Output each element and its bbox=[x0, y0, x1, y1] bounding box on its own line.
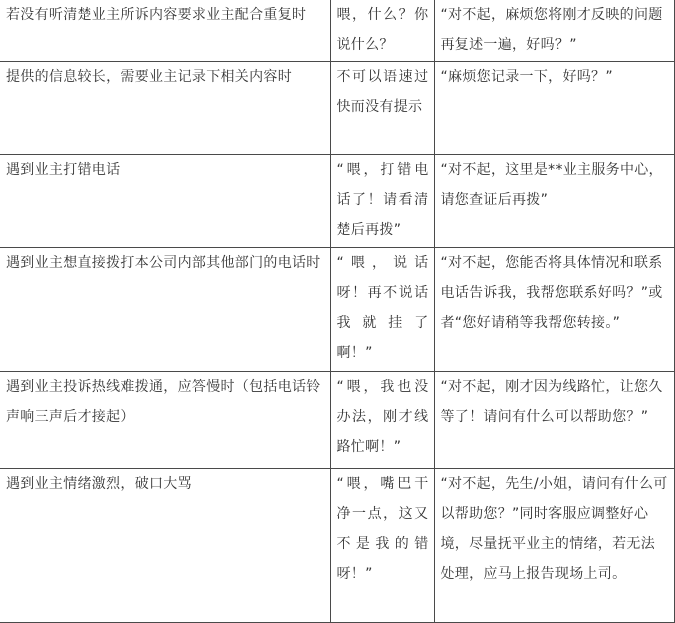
situation-cell: 遇到业主想直接拨打本公司内部其他部门的电话时 bbox=[0, 247, 330, 371]
table-row bbox=[0, 61, 674, 154]
situation-cell: 遇到业主打错电话 bbox=[0, 154, 330, 247]
improper-reply-cell: “喂，说话呀！再不说话我就挂了啊！” bbox=[330, 247, 434, 371]
table-row bbox=[0, 247, 674, 371]
situation-cell: 遇到业主情绪激烈，破口大骂 bbox=[0, 468, 330, 622]
situation-cell: 遇到业主投诉热线难拨通，应答慢时（包括电话铃声响三声后才接起） bbox=[0, 371, 330, 468]
improper-reply-cell: “喂，嘴巴干净一点，这又不是我的错呀！” bbox=[330, 468, 434, 622]
table-row bbox=[0, 371, 674, 468]
proper-reply-cell: “对不起，您能否将具体情况和联系电话告诉我，我帮您联系好吗？”或者“您好请稍等我帮您转接。” bbox=[434, 247, 674, 371]
proper-reply-cell: “麻烦您记录一下，好吗？” bbox=[434, 61, 674, 154]
situation-cell: 若没有听清楚业主所诉内容要求业主配合重复时 bbox=[0, 0, 330, 61]
proper-reply-cell: “对不起，先生/小姐，请问有什么可以帮助您？”同时客服应调整好心境，尽量抚平业主的情绪，若无法处理，应马上报告现场上司。 bbox=[434, 468, 674, 622]
proper-reply-cell: “对不起，这里是**业主服务中心，请您查证后再拨” bbox=[434, 154, 674, 247]
improper-reply-cell: 不可以语速过快而没有提示 bbox=[330, 61, 434, 154]
proper-reply-cell: “对不起，刚才因为线路忙，让您久等了！请问有什么可以帮助您？” bbox=[434, 371, 674, 468]
improper-reply-cell: “喂，我也没办法，刚才线路忙啊！” bbox=[330, 371, 434, 468]
improper-reply-cell: 喂，什么？你说什么？ bbox=[330, 0, 434, 61]
table-row bbox=[0, 0, 674, 61]
table-row bbox=[0, 154, 674, 247]
proper-reply-cell: “对不起，麻烦您将刚才反映的问题再复述一遍，好吗？” bbox=[434, 0, 674, 61]
situation-cell: 提供的信息较长，需要业主记录下相关内容时 bbox=[0, 61, 330, 154]
improper-reply-cell: “喂，打错电话了！请看清楚后再拨” bbox=[330, 154, 434, 247]
table-row bbox=[0, 468, 674, 622]
